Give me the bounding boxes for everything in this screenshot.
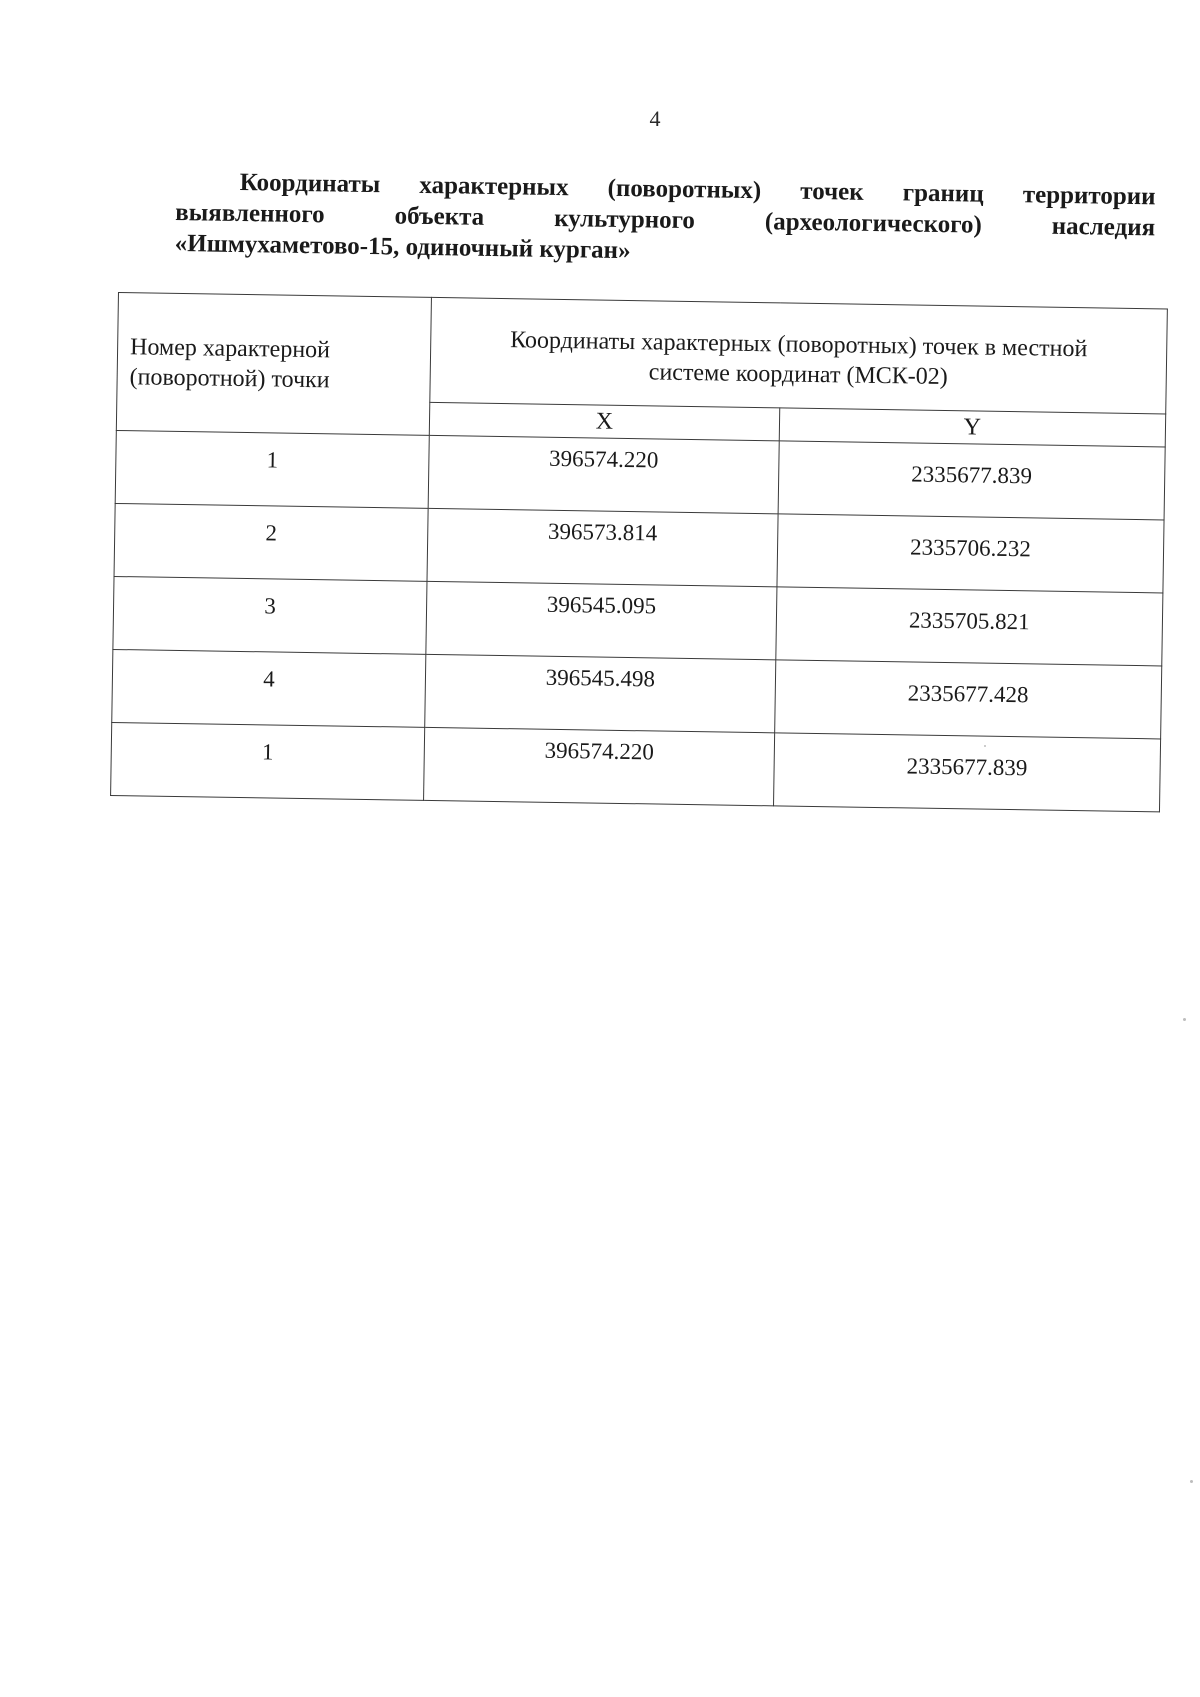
y-coordinate-cell: 2335677.839 — [773, 733, 1160, 812]
coordinates-header — [430, 297, 1168, 414]
heading-word: границ — [902, 179, 984, 208]
y-coordinate-cell: 2335705.821 — [776, 587, 1163, 666]
y-coordinate-cell: 2335706.232 — [777, 514, 1164, 593]
point-number-cell: 3 — [113, 576, 427, 654]
point-number-cell: 2 — [114, 503, 428, 581]
heading-word: наследия — [1051, 212, 1156, 242]
point-number-cell: 4 — [112, 649, 426, 727]
x-coordinate-cell: 396573.814 — [427, 508, 778, 586]
x-coordinate-cell: 396574.220 — [428, 435, 779, 513]
y-column-header: Y — [779, 408, 1166, 447]
table-header-row — [117, 293, 1168, 414]
coordinates-header-line-2: системе координат (МСК-02) — [648, 359, 948, 391]
x-column-header: X — [429, 402, 779, 440]
heading-word: (поворотных) — [607, 174, 762, 205]
table-row — [111, 722, 1161, 811]
y-coordinate-cell: 2335677.839 — [778, 441, 1165, 520]
y-coordinate-cell: 2335677.428 — [774, 660, 1161, 739]
heading-word: (археологического) — [764, 208, 982, 239]
point-number-header-line-1: Номер характерной — [129, 333, 331, 363]
heading-line-3: «Ишмухаметово-15, одиночный курган» — [174, 229, 631, 265]
point-number-cell: 1 — [111, 722, 425, 800]
heading-word: культурного — [553, 204, 696, 235]
coordinates-table — [110, 292, 1168, 812]
point-number-header — [116, 293, 431, 436]
scan-speck — [1190, 1480, 1193, 1483]
page-number: 4 — [649, 106, 661, 131]
heading-word: территории — [1022, 181, 1156, 211]
coordinates-header-line-1: Координаты характерных (поворотных) точек в местной — [510, 327, 1088, 363]
heading-word: характерных — [419, 171, 569, 202]
heading-word: объекта — [394, 202, 485, 231]
point-number-header-line-2: (поворотной) точки — [129, 363, 330, 393]
heading-word: Координаты — [239, 169, 381, 199]
heading-word: выявленного — [175, 198, 325, 229]
document-heading — [175, 166, 1156, 274]
x-coordinate-cell: 396545.498 — [425, 654, 776, 732]
scan-speck — [1183, 1018, 1186, 1021]
heading-word: точек — [800, 177, 864, 206]
scan-speck — [984, 745, 986, 747]
point-number-cell: 1 — [115, 430, 429, 508]
x-coordinate-cell: 396545.095 — [426, 581, 777, 659]
x-coordinate-cell: 396574.220 — [424, 727, 775, 805]
